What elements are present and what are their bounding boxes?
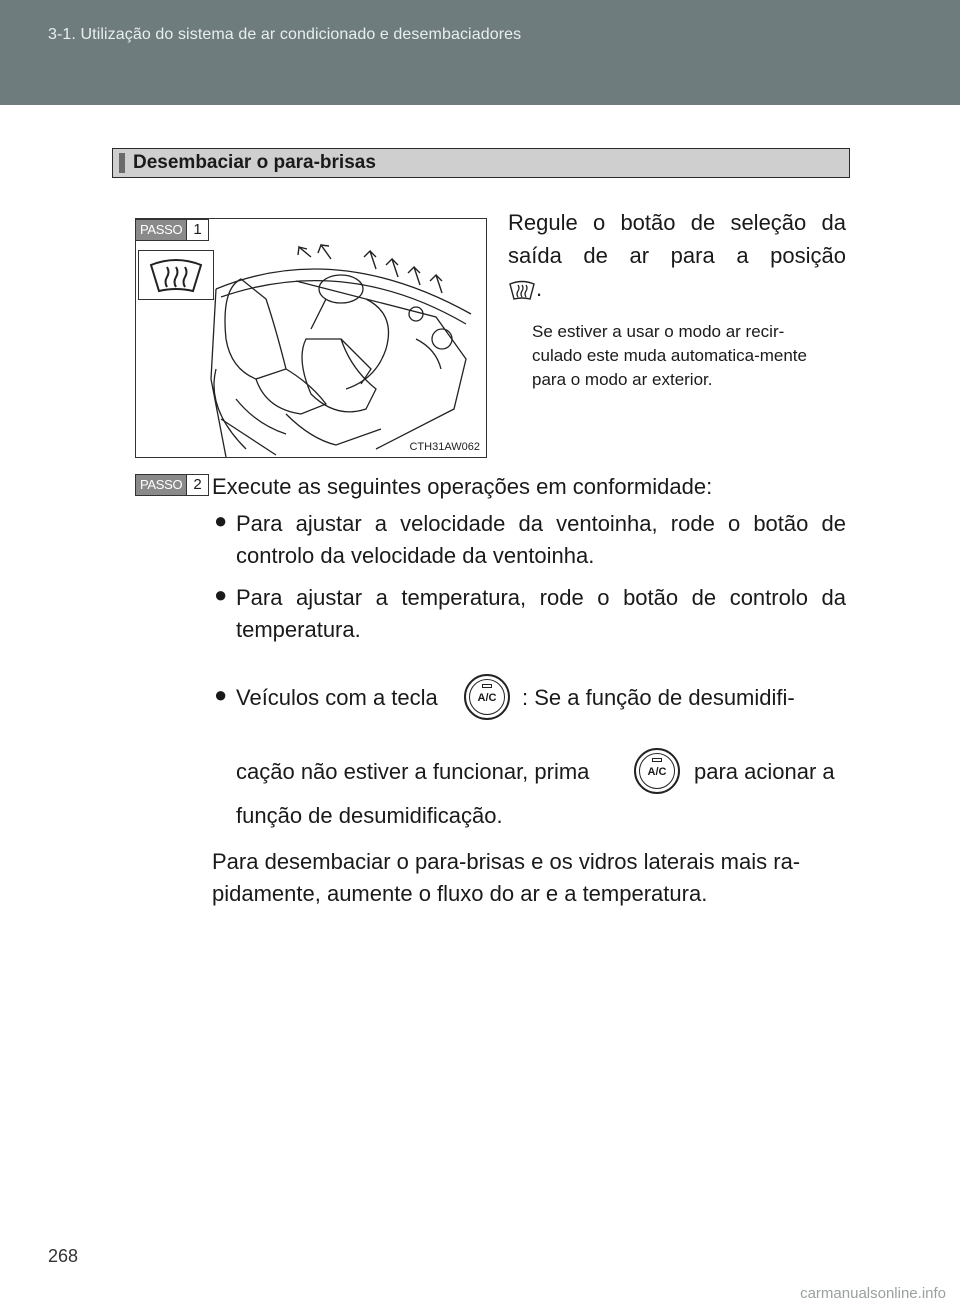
step-number: 2: [186, 475, 207, 495]
bullet-marker: ●: [214, 508, 228, 533]
section-title: Desembaciar o para-brisas: [133, 152, 376, 173]
step2-intro: Execute as seguintes operações em conformidade:: [212, 474, 713, 499]
ac-bullet-part4: para acionar a: [694, 759, 835, 784]
ac-bullet-part2: : Se a função de desumidifi-: [522, 685, 795, 710]
step1-badge: [135, 219, 209, 241]
step-label: PASSO: [136, 220, 186, 240]
fan-speed-bullet: Para ajustar a velocidade da ventoinha, rode o botão de controlo da velocidade da ventoinha.: [236, 511, 846, 568]
step2-badge: [135, 474, 209, 496]
ac-indicator: [482, 684, 492, 688]
step1-instruction: Regule o botão de seleção da saída de ar para a posição: [508, 210, 846, 268]
ac-label: A/C: [647, 766, 667, 778]
step-label: PASSO: [136, 475, 186, 495]
section-heading-bar: [112, 148, 850, 178]
windshield-defrost-icon: [139, 251, 213, 299]
closing-line-1: Para desembaciar o para-brisas e os vidros laterais mais ra-: [212, 849, 801, 874]
defrost-position-icon: [508, 279, 536, 301]
ac-bullet-part3: cação não estiver a funcionar, prima: [236, 759, 590, 784]
ac-button-icon: [464, 674, 510, 720]
figure-code: CTH31AW062: [409, 441, 480, 453]
ac-bullet-part1: Veículos com a tecla: [236, 685, 438, 710]
temperature-bullet: Para ajustar a temperatura, rode o botão de controlo da temperatura.: [236, 585, 846, 642]
chapter-title: 3-1. Utilização do sistema de ar condicionado e desembaciadores: [48, 26, 522, 43]
watermark: carmanualsonline.info: [800, 1285, 946, 1302]
page-header: [0, 0, 960, 105]
ac-indicator: [652, 758, 662, 762]
section-accent: [119, 153, 125, 173]
step-number: 1: [186, 220, 207, 240]
ac-bullet-part5: função de desumidificação.: [236, 803, 503, 828]
defrost-inset: [138, 250, 214, 300]
bullet-marker: ●: [214, 682, 228, 707]
step1-period: .: [536, 276, 543, 301]
page-number: 268: [48, 1246, 79, 1266]
step1-instruction-end: [508, 272, 542, 305]
ac-button-icon: [634, 748, 680, 794]
closing-line-2: pidamente, aumente o fluxo do ar e a temperatura.: [212, 881, 708, 906]
bullet-marker: ●: [214, 582, 228, 607]
ac-label: A/C: [477, 692, 497, 704]
recirculation-note: Se estiver a usar o modo ar recir-culado este muda automatica-mente para o modo ar exterior.: [532, 322, 807, 389]
